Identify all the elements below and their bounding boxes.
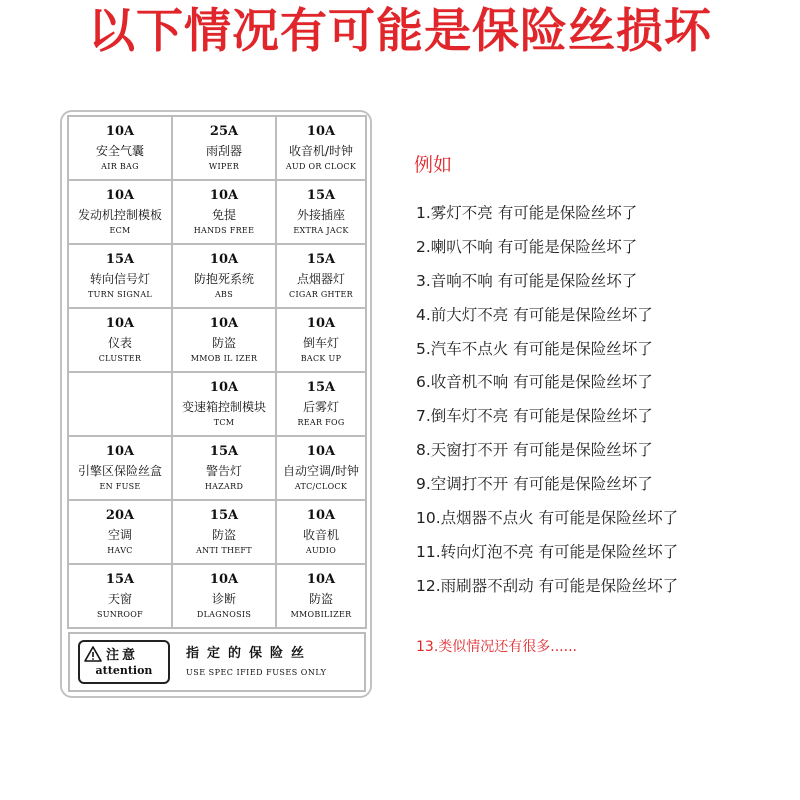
fuse-name-en: CLUSTER — [98, 354, 142, 363]
fuse-cell — [67, 179, 173, 245]
fuse-amperage: 10A — [209, 316, 239, 331]
example-item: 3.音响不响 有可能是保险丝坏了 — [416, 271, 638, 290]
example-item: 2.喇叭不响 有可能是保险丝坏了 — [416, 237, 638, 256]
fuse-cell — [67, 563, 173, 629]
fuse-amperage: 15A — [306, 380, 336, 395]
fuse-cell — [275, 371, 367, 437]
examples-more: 13.类似情况还有很多...... — [416, 639, 577, 655]
warning-triangle-icon — [84, 646, 102, 662]
fuse-name-en: SUNROOF — [96, 610, 143, 619]
attention-note — [68, 632, 366, 692]
fuse-amperage: 10A — [105, 316, 135, 331]
fuse-cell-empty — [67, 371, 173, 437]
examples-list — [416, 198, 678, 605]
fuse-name-cn: 引擎区保险丝盒 — [77, 464, 162, 478]
fuse-name-en: MMOBILIZER — [290, 610, 352, 619]
fuse-amperage: 15A — [105, 252, 135, 267]
example-item: 10.点烟器不点火 有可能是保险丝坏了 — [416, 509, 679, 528]
fuse-cell — [171, 371, 277, 437]
warning-label-cn: 注意 — [106, 648, 139, 663]
example-item: 1.雾灯不亮 有可能是保险丝坏了 — [416, 204, 638, 222]
example-item: 11.转向灯泡不亮 有可能是保险丝坏了 — [416, 542, 679, 561]
fuse-name-cn: 防盗 — [308, 592, 333, 606]
fuse-amperage: 10A — [105, 124, 135, 139]
fuse-cell — [275, 435, 367, 501]
fuse-cell — [171, 307, 277, 373]
fuse-amperage: 10A — [209, 252, 239, 267]
example-item: 7.倒车灯不亮 有可能是保险丝坏了 — [416, 407, 653, 426]
fuse-name-en: ABS — [214, 290, 234, 299]
fuse-name-cn: 安全气囊 — [95, 144, 144, 158]
fuse-name-en: ANTI THEFT — [196, 546, 252, 555]
fuse-cell — [171, 499, 277, 565]
warning-label-en: attention — [95, 664, 153, 677]
fuse-name-en: MMOB IL IZER — [190, 354, 258, 363]
fuse-amperage: 10A — [306, 508, 336, 523]
fuse-name-en: TURN SIGNAL — [87, 290, 153, 299]
fuse-name-en: EN FUSE — [99, 482, 141, 491]
page-headline: 以下情况有可能是保险丝损坏 — [88, 4, 712, 59]
fuse-amperage: 15A — [306, 252, 336, 267]
fuse-amperage: 15A — [209, 508, 239, 523]
attention-text-en: USE SPEC IFIED FUSES ONLY — [186, 668, 327, 677]
examples-heading: 例如 — [414, 154, 453, 176]
fuse-name-en: TCM — [213, 418, 235, 427]
fuse-name-cn: 防抱死系统 — [193, 272, 254, 286]
fuse-amperage: 20A — [105, 508, 135, 523]
fuse-name-cn: 天窗 — [107, 592, 132, 606]
fuse-amperage: 10A — [209, 188, 239, 203]
fuse-cell — [67, 307, 173, 373]
fuse-name-cn: 收音机/时钟 — [288, 144, 354, 158]
fuse-amperage: 10A — [105, 188, 135, 203]
fuse-cell — [67, 243, 173, 309]
fuse-amperage: 10A — [209, 380, 239, 395]
fuse-name-cn: 警告灯 — [205, 464, 242, 478]
fuse-cell — [275, 179, 367, 245]
fuse-name-cn: 发动机控制模板 — [77, 208, 162, 222]
fuse-cell — [171, 435, 277, 501]
fuse-name-en: HAZARD — [204, 482, 244, 491]
fuse-name-en: DLAGNOSIS — [196, 610, 252, 619]
attention-text-cn: 指定的保险丝 — [186, 646, 313, 661]
fuse-name-cn: 收音机 — [302, 528, 339, 542]
fuse-name-cn: 倒车灯 — [302, 336, 339, 350]
fuse-amperage: 10A — [209, 572, 239, 587]
fuse-amperage: 10A — [306, 124, 336, 139]
fuse-amperage: 15A — [105, 572, 135, 587]
example-item: 12.雨刷器不刮动 有可能是保险丝坏了 — [416, 576, 679, 595]
fuse-name-en: EXTRA JACK — [293, 226, 349, 235]
fuse-name-cn: 防盗 — [211, 528, 236, 542]
fuse-cell — [171, 563, 277, 629]
fuse-name-en: ECM — [109, 226, 131, 235]
fuse-cell — [275, 563, 367, 629]
fuse-name-cn: 变速箱控制模块 — [181, 400, 266, 414]
example-item: 8.天窗打不开 有可能是保险丝坏了 — [416, 441, 653, 460]
fuse-amperage: 10A — [306, 316, 336, 331]
fuse-amperage: 15A — [306, 188, 336, 203]
example-item: 6.收音机不响 有可能是保险丝坏了 — [416, 373, 653, 392]
fuse-amperage: 15A — [209, 444, 239, 459]
fuse-name-cn: 点烟器灯 — [296, 272, 345, 286]
fuse-box-label — [60, 110, 372, 698]
fuse-grid — [68, 116, 366, 628]
fuse-cell — [275, 499, 367, 565]
fuse-name-cn: 后雾灯 — [302, 400, 339, 414]
fuse-amperage: 10A — [306, 572, 336, 587]
fuse-name-cn: 转向信号灯 — [89, 272, 150, 286]
fuse-name-cn: 自动空调/时钟 — [282, 464, 360, 478]
example-item: 4.前大灯不亮 有可能是保险丝坏了 — [416, 305, 653, 324]
fuse-cell — [67, 115, 173, 181]
example-item: 5.汽车不点火 有可能是保险丝坏了 — [416, 339, 653, 358]
fuse-name-en: WIPER — [208, 162, 240, 171]
fuse-cell — [275, 115, 367, 181]
fuse-cell — [67, 499, 173, 565]
fuse-name-en: REAR FOG — [297, 418, 345, 427]
fuse-name-cn: 雨刮器 — [205, 144, 242, 158]
fuse-name-cn: 诊断 — [211, 592, 236, 606]
example-item: 9.空调打不开 有可能是保险丝坏了 — [416, 475, 653, 494]
fuse-name-cn: 仪表 — [107, 336, 132, 350]
fuse-cell — [171, 243, 277, 309]
fuse-name-en: ATC/CLOCK — [294, 482, 348, 491]
fuse-name-en: CIGAR GHTER — [289, 290, 353, 299]
fuse-name-cn: 免提 — [211, 208, 236, 222]
fuse-name-en: HANDS FREE — [193, 226, 255, 235]
fuse-name-cn: 外接插座 — [296, 208, 345, 222]
fuse-name-en: HAVC — [107, 546, 133, 555]
fuse-amperage: 10A — [306, 444, 336, 459]
fuse-name-en: BACK UP — [300, 354, 342, 363]
fuse-cell — [275, 307, 367, 373]
fuse-name-en: AIR BAG — [101, 162, 139, 171]
fuse-cell — [171, 179, 277, 245]
fuse-amperage: 10A — [105, 444, 135, 459]
fuse-cell — [67, 435, 173, 501]
fuse-name-en: AUDIO — [305, 546, 337, 555]
fuse-name-en: AUD OR CLOCK — [285, 162, 357, 171]
fuse-amperage: 25A — [209, 124, 239, 139]
fuse-name-cn: 空调 — [107, 528, 132, 542]
fuse-cell — [171, 115, 277, 181]
fuse-cell — [275, 243, 367, 309]
fuse-name-cn: 防盗 — [211, 336, 236, 350]
warning-box — [78, 640, 170, 684]
